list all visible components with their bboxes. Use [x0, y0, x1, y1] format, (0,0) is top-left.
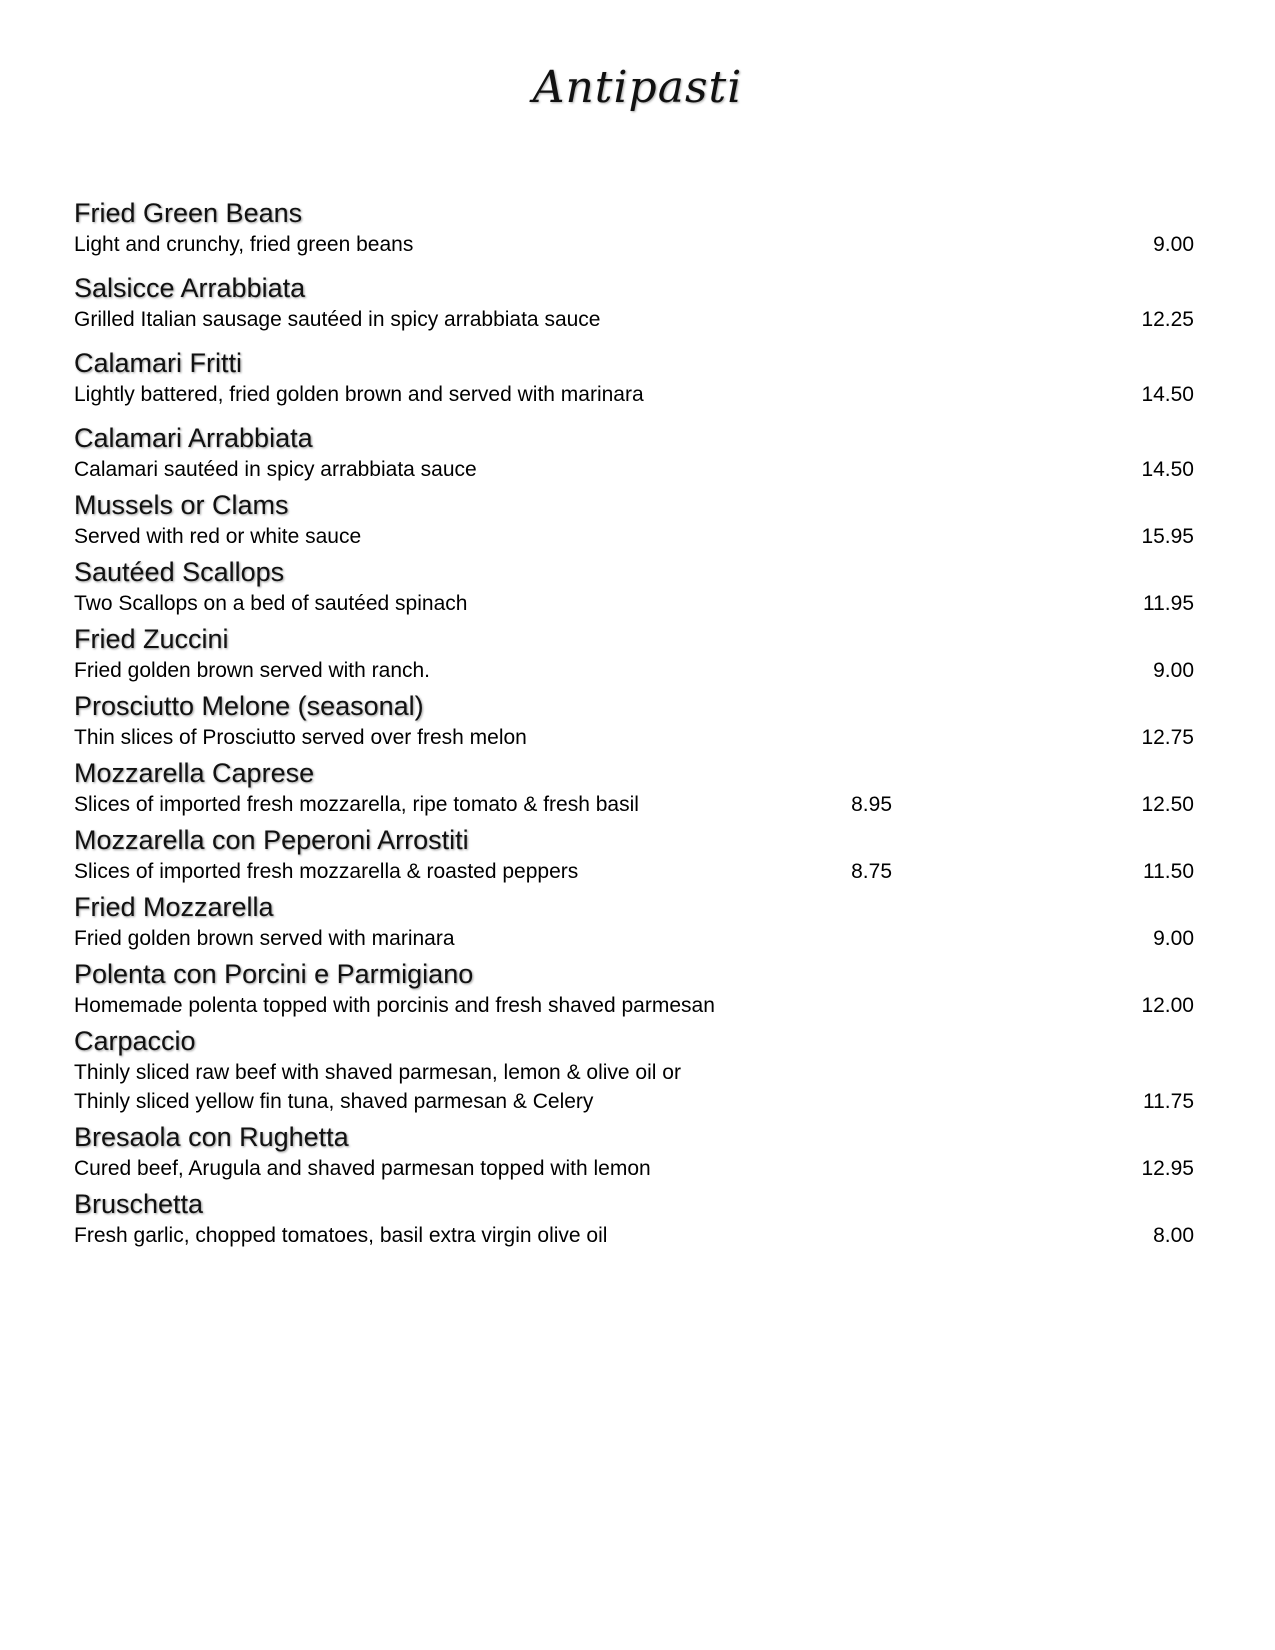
item-price: 11.50 — [1143, 860, 1194, 883]
item-name: Calamari Arrabbiata — [74, 423, 313, 453]
item-price: 12.00 — [1141, 994, 1194, 1017]
menu-item — [74, 1187, 1194, 1250]
menu-item — [74, 555, 1194, 618]
item-name: Calamari Fritti — [74, 348, 243, 378]
item-description — [74, 455, 1194, 484]
item-description-text: Fried golden brown served with marinara — [74, 927, 455, 950]
menu-list — [74, 196, 1194, 1250]
item-description-text: Slices of imported fresh mozzarella, ripe tomato & fresh basil — [74, 793, 639, 816]
item-description — [74, 723, 1194, 752]
item-description — [74, 857, 1194, 886]
item-description — [74, 656, 1194, 685]
item-name: Mussels or Clams — [74, 490, 289, 520]
item-description — [74, 589, 1194, 618]
item-description — [74, 1221, 1194, 1250]
item-price: 12.25 — [1141, 308, 1194, 331]
menu-title: Antipasti — [532, 62, 743, 113]
item-description-text: Thinly sliced raw beef with shaved parmesan, lemon & olive oil or — [74, 1061, 681, 1084]
item-description-text: Two Scallops on a bed of sautéed spinach — [74, 592, 468, 615]
item-name: Mozzarella con Peperoni Arrostiti — [74, 825, 469, 855]
menu-item — [74, 1120, 1194, 1183]
item-price: 15.95 — [1141, 525, 1194, 548]
item-name: Bresaola con Rughetta — [74, 1122, 349, 1152]
item-name: Carpaccio — [74, 1026, 196, 1056]
item-name: Bruschetta — [74, 1189, 204, 1219]
item-description-text: Fresh garlic, chopped tomatoes, basil extra virgin olive oil — [74, 1224, 608, 1247]
item-name: Prosciutto Melone (seasonal) — [74, 691, 424, 721]
item-price: 9.00 — [1153, 927, 1194, 950]
menu-item — [74, 488, 1194, 551]
item-price: 11.75 — [1143, 1090, 1194, 1113]
menu-item — [74, 421, 1194, 484]
item-name: Salsicce Arrabbiata — [74, 273, 306, 303]
item-description — [74, 230, 1194, 259]
item-name: Mozzarella Caprese — [74, 758, 315, 788]
item-name: Fried Green Beans — [74, 198, 303, 228]
item-price: 8.00 — [1153, 1224, 1194, 1247]
item-description — [74, 1087, 1194, 1116]
item-description — [74, 924, 1194, 953]
item-price-small-text: 8.95 — [851, 793, 892, 816]
item-description-text: Cured beef, Arugula and shaved parmesan topped with lemon — [74, 1157, 651, 1180]
item-name: Fried Mozzarella — [74, 892, 274, 922]
item-description-text: Light and crunchy, fried green beans — [74, 233, 414, 256]
item-price: 12.95 — [1141, 1157, 1194, 1180]
item-price-small-text: 8.75 — [851, 860, 892, 883]
item-name: Fried Zuccini — [74, 624, 229, 654]
item-name: Sautéed Scallops — [74, 557, 285, 587]
item-description — [74, 380, 1194, 409]
item-price: 14.50 — [1141, 383, 1194, 406]
menu-item — [74, 271, 1194, 334]
menu-item — [74, 689, 1194, 752]
item-description — [74, 522, 1194, 551]
item-price: 14.50 — [1141, 458, 1194, 481]
item-price: 11.95 — [1143, 592, 1194, 615]
menu-item — [74, 957, 1194, 1020]
menu-item — [74, 823, 1194, 886]
item-description — [74, 305, 1194, 334]
menu-item — [74, 622, 1194, 685]
menu-item — [74, 196, 1194, 259]
menu-item — [74, 890, 1194, 953]
item-description-text: Thinly sliced yellow fin tuna, shaved parmesan & Celery — [74, 1090, 594, 1113]
item-price: 12.50 — [1141, 793, 1194, 816]
item-description — [74, 1154, 1194, 1183]
menu-item — [74, 756, 1194, 819]
menu-item — [74, 1024, 1194, 1116]
item-name: Polenta con Porcini e Parmigiano — [74, 959, 474, 989]
item-price: 9.00 — [1153, 233, 1194, 256]
item-description-text: Lightly battered, fried golden brown and served with marinara — [74, 383, 644, 406]
item-description-text: Thin slices of Prosciutto served over fresh melon — [74, 726, 527, 749]
item-description — [74, 1058, 1194, 1087]
menu-item — [74, 346, 1194, 409]
item-price: 9.00 — [1153, 659, 1194, 682]
item-description-text: Grilled Italian sausage sautéed in spicy arrabbiata sauce — [74, 308, 601, 331]
item-description-text: Fried golden brown served with ranch. — [74, 659, 431, 682]
item-description-text: Calamari sautéed in spicy arrabbiata sauce — [74, 458, 477, 481]
item-description-text: Served with red or white sauce — [74, 525, 362, 548]
item-description-text: Slices of imported fresh mozzarella & roasted peppers — [74, 860, 579, 883]
item-price: 12.75 — [1141, 726, 1194, 749]
item-description — [74, 991, 1194, 1020]
item-description — [74, 790, 1194, 819]
item-description-text: Homemade polenta topped with porcinis and fresh shaved parmesan — [74, 994, 715, 1017]
